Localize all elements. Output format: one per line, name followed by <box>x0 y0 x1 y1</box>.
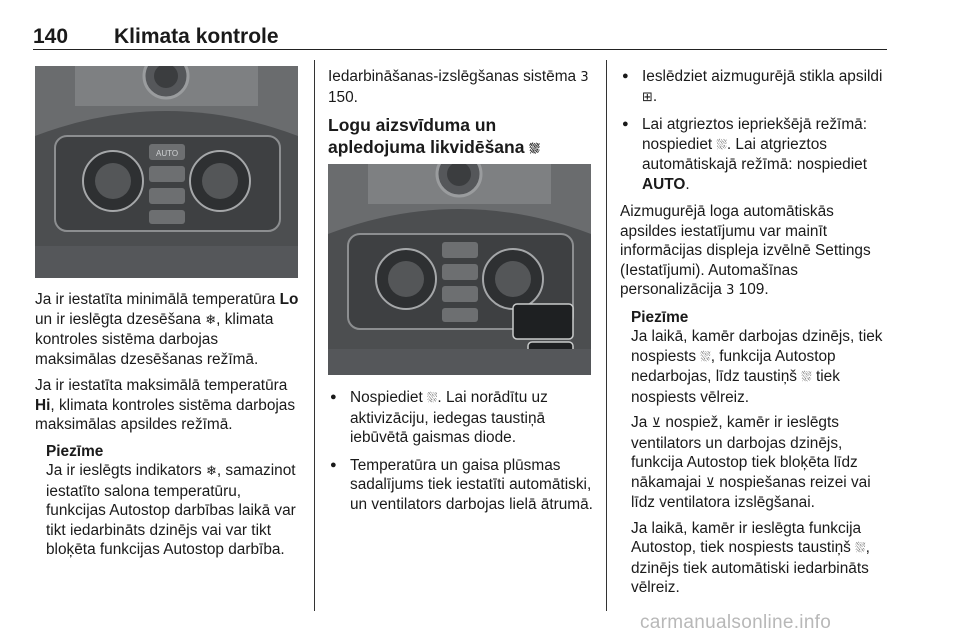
column-2-top <box>328 67 596 169</box>
defrost-icon: ⛆ <box>427 391 438 406</box>
note-block-1 <box>35 442 300 560</box>
column-2-bottom <box>328 388 596 522</box>
list-item: ● Temperatūra un gaisa plūsmas sadalījums tiek iestatīti automātiski, un ventilators darbojas lielā ātrumā. <box>328 456 596 515</box>
note-title: Piezīme <box>631 308 689 326</box>
climate-panel-photo-2 <box>328 164 591 375</box>
column-divider-1 <box>314 60 315 611</box>
section-heading: Logu aizsvīduma un apledojuma likvidēšana ⛆ <box>328 115 540 157</box>
column-1 <box>35 290 300 566</box>
rear-window-heat-icon: ⊞ <box>642 89 653 105</box>
column-divider-2 <box>606 60 607 611</box>
list-item: ● Lai atgrieztos iepriekšējā režīmā: nospiediet ⛆. Lai atgrieztos automātiskajā režīmā: nospiediet AUTO. <box>620 115 888 194</box>
note-text: Ja laikā, kamēr darbojas dzinējs, tiek nospiests ⛆, funkcija Autostop nedarbojas, līdz taustiņš ⛆ tiek nospiests vēlreiz. <box>631 328 883 406</box>
defrost-icon: ⛆ <box>801 370 812 385</box>
page-header <box>33 24 887 50</box>
defrost-icon: ⛆ <box>716 137 727 153</box>
paragraph-intro: Iedarbināšanas-izslēgšanas sistēma 3 150. <box>328 68 589 106</box>
fan-icon: ⊻ <box>651 416 662 431</box>
paragraph-settings: Aizmugurējā loga automātiskās apsildes iestatījumu var mainīt informācijas displeja izvēlnē Settings (Iestatījumi). Automašīnas personalizācija 3 109. <box>620 203 871 298</box>
auto-button-label: AUTO <box>156 149 179 158</box>
climate-panel-photo-1 <box>35 66 298 278</box>
note-text: Ja laikā, kamēr ir ieslēgta funkcija Autostop, tiek nospiests taustiņš ⛆, dzinējs tiek automātiski iedarbināts vēlreiz. <box>631 519 870 596</box>
defrost-icon: ⛆ <box>855 541 866 556</box>
column-3 <box>620 67 888 604</box>
snowflake-icon: ❄ <box>205 312 217 328</box>
fan-icon: ⊻ <box>705 475 715 491</box>
list-item: ● Nospiediet ⛆. Lai norādītu uz aktivizāciju, iedegas taustiņā iebūvētā gaismas diode. <box>328 388 596 448</box>
list-item: ● Ieslēdziet aizmugurējā stikla apsildi ⊞. <box>620 67 888 107</box>
page-number: 140 <box>33 25 69 48</box>
note-block-2 <box>620 308 888 598</box>
watermark: carmanualsonline.info <box>640 612 832 633</box>
paragraph-hi: Ja ir iestatīta maksimālā temperatūra Hi, klimata kontroles sistēma darbojas maksimālas apsildes režīmā. <box>35 377 296 433</box>
note-text: Ja ir ieslēgts indikators ❄, samazinot iestatīto salona temperatūru, funkcijas Autostop darbības laikā var tikt iedarbināts dzinējs vai var tikt bloķēta funkcijas Autostop darbība. <box>46 462 296 558</box>
note-text: Ja ⊻ nospiež, kamēr ir ieslēgts ventilators un darbojas dzinējs, funkcija Autostop tiek bloķēta līdz nākamajai ⊻ nospiešanas reizei vai līdz ventilatora izslēgšanai. <box>631 414 871 511</box>
defrost-icon: ⛆ <box>529 142 540 157</box>
defrost-icon: ⛆ <box>700 349 711 365</box>
snowflake-icon: ❄ <box>205 464 217 479</box>
paragraph-lo: Ja ir iestatīta minimālā temperatūra Lo un ir ieslēgta dzesēšana ❄, klimata kontroles sistēma darbojas maksimālas dzesēšanas režīmā. <box>35 291 299 368</box>
note-title: Piezīme <box>46 442 104 460</box>
page-title: Klimata kontrole <box>114 25 279 48</box>
